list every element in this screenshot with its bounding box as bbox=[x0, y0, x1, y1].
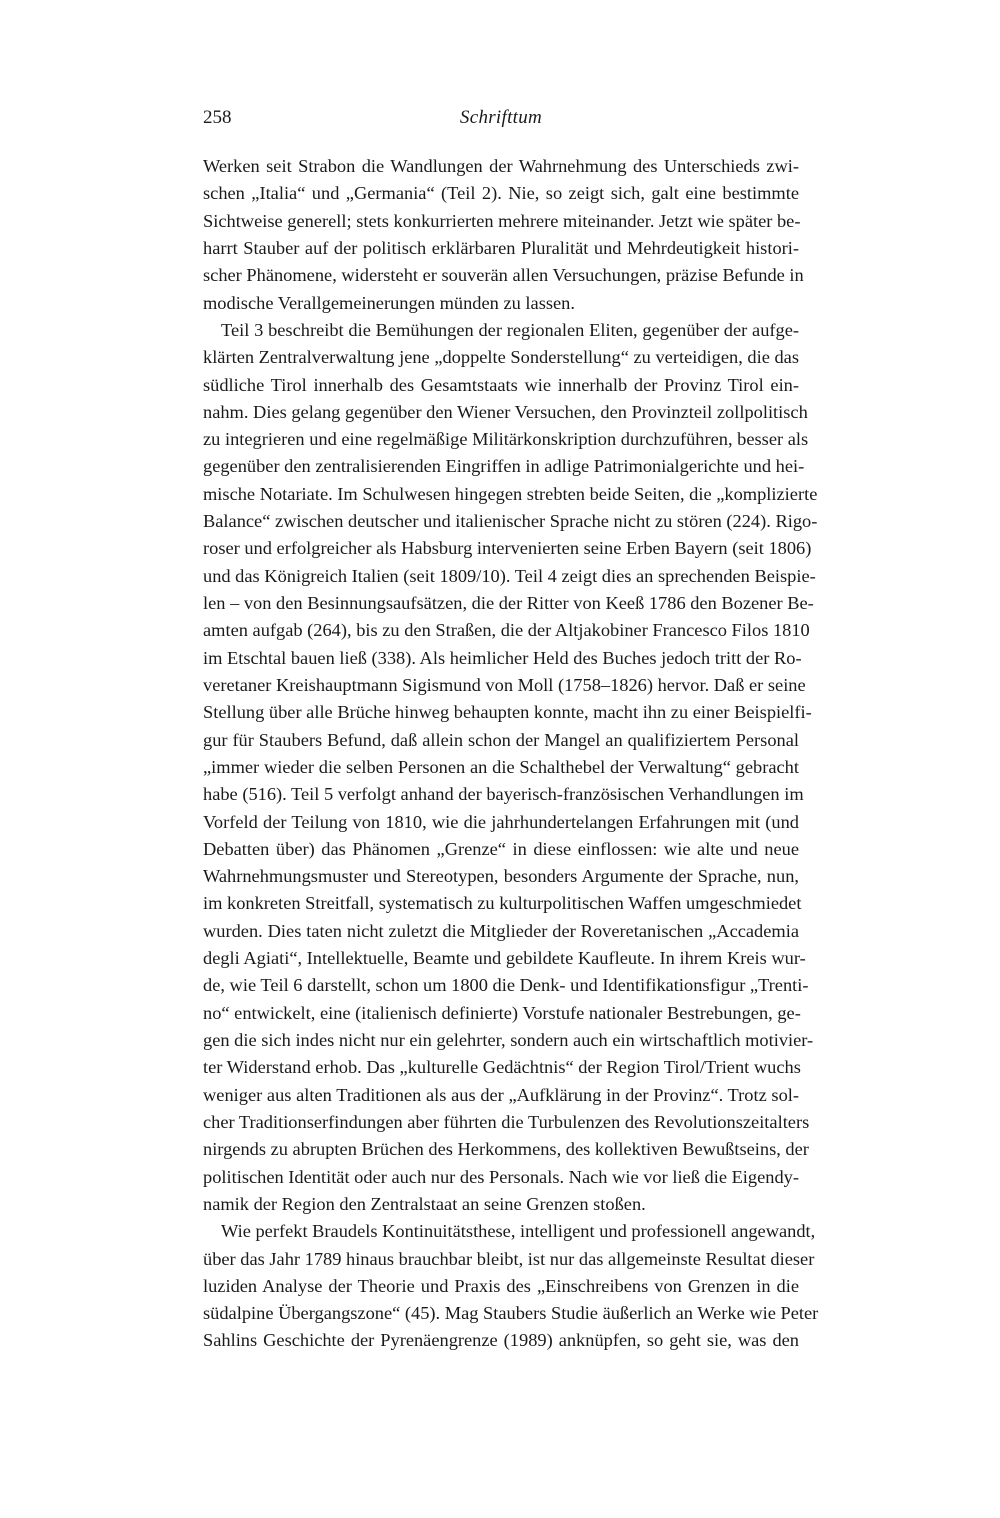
text-line: len – von den Besinnungsaufsätzen, die der Ritter von Keeß 1786 den Bozener Be- bbox=[203, 593, 814, 613]
text-line: no“ entwickelt, eine (italienisch definierte) Vorstufe nationaler Bestrebungen, ge- bbox=[203, 1002, 801, 1023]
text-line: nahm. Dies gelang gegenüber den Wiener Versuchen, den Provinzteil zollpolitisch bbox=[203, 401, 808, 422]
paragraph bbox=[203, 1218, 819, 1355]
paragraph bbox=[203, 317, 818, 1218]
text-line: weniger aus alten Traditionen als aus der „Aufklärung in der Provinz“. Trotz sol- bbox=[203, 1084, 799, 1105]
text-line: Sahlins Geschichte der Pyrenäengrenze (1989) anknüpfen, so geht sie, was den bbox=[203, 1330, 799, 1351]
text-line: schen „Italia“ und „Germania“ (Teil 2). Nie, so zeigt sich, galt eine bestimmte bbox=[203, 183, 799, 204]
text-line: Wahrnehmungsmuster und Stereotypen, besonders Argumente der Sprache, nun, bbox=[203, 866, 799, 887]
text-line: Sichtweise generell; stets konkurrierten mehrere miteinander. Jetzt wie später be- bbox=[203, 210, 801, 231]
text-line: politischen Identität oder auch nur des Personals. Nach wie vor ließ die Eigendy- bbox=[203, 1166, 799, 1187]
running-title: Schrifttum bbox=[459, 107, 543, 128]
text-line: zu integrieren und eine regelmäßige Militärkonskription durchzuführen, besser als bbox=[203, 429, 809, 450]
text-line: gen die sich indes nicht nur ein gelehrter, sondern auch ein wirtschaftlich motivier- bbox=[203, 1030, 814, 1050]
text-line: cher Traditionserfindungen aber führten die Turbulenzen des Revolutionszeitalters bbox=[203, 1111, 810, 1132]
text-line: südliche Tirol innerhalb des Gesamtstaats wie innerhalb der Provinz Tirol ein- bbox=[203, 374, 799, 395]
text-line: ter Widerstand erhob. Das „kulturelle Gedächtnis“ der Region Tirol/Trient wuchs bbox=[203, 1057, 801, 1078]
text-line: im Etschtal bauen ließ (338). Als heimlicher Held des Buches jedoch tritt der Ro- bbox=[203, 647, 802, 668]
text-line: gegenüber den zentralisierenden Eingriffen in adlige Patrimonialgerichte und hei- bbox=[203, 456, 805, 477]
text-line: Debatten über) das Phänomen „Grenze“ in diese einflossen: wie alte und neue bbox=[203, 838, 799, 859]
text-line: scher Phänomene, widersteht er souverän allen Versuchungen, präzise Befunde in bbox=[203, 265, 804, 286]
body-text bbox=[203, 153, 819, 1355]
paragraph bbox=[203, 153, 804, 317]
text-line: roser und erfolgreicher als Habsburg intervenierten seine Erben Bayern (seit 1806) bbox=[203, 538, 812, 559]
text-line: im konkreten Streitfall, systematisch zu kulturpolitischen Waffen umgeschmiedet bbox=[203, 893, 802, 914]
text-line: mische Notariate. Im Schulwesen hingegen strebten beide Seiten, die „komplizierte bbox=[203, 483, 818, 504]
text-line: über das Jahr 1789 hinaus brauchbar bleibt, ist nur das allgemeinste Resultat dieser bbox=[203, 1248, 815, 1269]
text-line: habe (516). Teil 5 verfolgt anhand der bayerisch-französischen Verhandlungen im bbox=[203, 784, 804, 805]
text-line: harrt Stauber auf der politisch erklärbaren Pluralität und Mehrdeutigkeit histori- bbox=[203, 237, 799, 258]
text-line: luziden Analyse der Theorie und Praxis des „Einschreibens von Grenzen in die bbox=[203, 1275, 799, 1296]
text-line: Balance“ zwischen deutscher und italienischer Sprache nicht zu stören (224). Rigo- bbox=[203, 511, 818, 532]
text-line: Vorfeld der Teilung von 1810, wie die jahrhundertelangen Erfahrungen mit (und bbox=[203, 811, 799, 832]
text-line: Stellung über alle Brüche hinweg behaupten konnte, macht ihn zu einer Beispielfi- bbox=[203, 702, 812, 723]
text-line: degli Agiati“, Intellektuelle, Beamte und gebildete Kaufleute. In ihrem Kreis wur- bbox=[203, 948, 806, 969]
text-line: nirgends zu abrupten Brüchen des Herkommens, des kollektiven Bewußtseins, der bbox=[203, 1139, 809, 1160]
text-line: amten aufgab (264), bis zu den Straßen, die der Altjakobiner Francesco Filos 1810 bbox=[203, 620, 810, 641]
text-line: und das Königreich Italien (seit 1809/10). Teil 4 zeigt dies an sprechenden Beispie- bbox=[203, 565, 816, 586]
running-header bbox=[203, 104, 799, 132]
text-line: Wie perfekt Braudels Kontinuitätsthese, intelligent und professionell angewandt, bbox=[221, 1221, 816, 1242]
text-line: namik der Region den Zentralstaat an seine Grenzen stoßen. bbox=[203, 1193, 646, 1214]
page-number: 258 bbox=[203, 107, 232, 128]
text-line: gur für Staubers Befund, daß allein schon der Mangel an qualifiziertem Personal bbox=[203, 729, 799, 750]
text-line: de, wie Teil 6 darstellt, schon um 1800 die Denk- und Identifikationsfigur „Trenti- bbox=[203, 975, 809, 996]
text-line: klärten Zentralverwaltung jene „doppelte Sonderstellung“ zu verteidigen, die das bbox=[203, 347, 799, 368]
text-line: Teil 3 beschreibt die Bemühungen der regionalen Eliten, gegenüber der aufge- bbox=[221, 319, 799, 340]
text-line: Werken seit Strabon die Wandlungen der Wahrnehmung des Unterschieds zwi- bbox=[203, 156, 799, 176]
text-line: modische Verallgemeinerungen münden zu lassen. bbox=[203, 292, 575, 313]
text-line: südalpine Übergangszone“ (45). Mag Staubers Studie äußerlich an Werke wie Peter bbox=[203, 1303, 819, 1324]
text-line: wurden. Dies taten nicht zuletzt die Mitglieder der Roveretanischen „Accademia bbox=[203, 920, 799, 941]
text-line: veretaner Kreishauptmann Sigismund von Moll (1758–1826) hervor. Daß er seine bbox=[203, 674, 806, 695]
text-line: „immer wieder die selben Personen an die Schalthebel der Verwaltung“ gebracht bbox=[203, 756, 799, 777]
